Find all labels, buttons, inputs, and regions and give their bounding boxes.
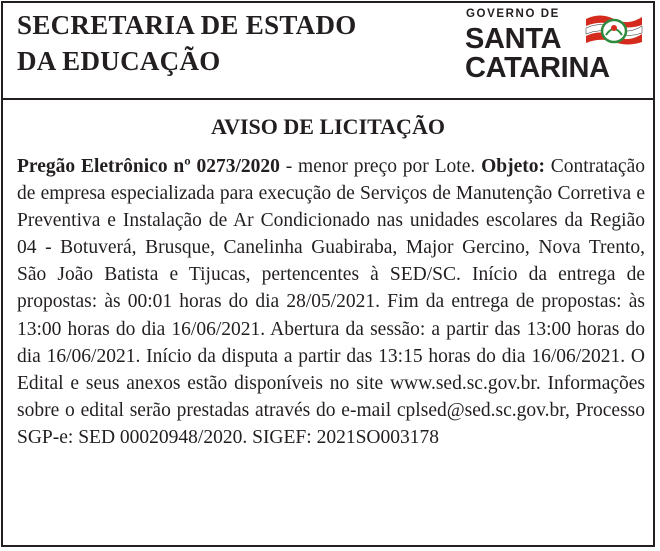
department-title	[17, 7, 357, 79]
notice-title: AVISO DE LICITAÇÃO	[211, 114, 445, 139]
flag-icon	[584, 9, 644, 53]
logo-line-2: CATARINA	[465, 52, 610, 84]
department-line-1: SECRETARIA DE ESTADO	[17, 10, 357, 40]
criterion-text: - menor preço por Lote.	[279, 156, 482, 177]
santa-catarina-logo	[464, 7, 648, 87]
notice-frame	[1, 1, 655, 547]
objeto-label: Objeto:	[481, 156, 545, 177]
logo-line-1: SANTA	[465, 23, 562, 55]
header	[3, 3, 653, 100]
logo-top-text: GOVERNO DE	[466, 8, 560, 20]
notice-body	[17, 153, 645, 451]
pregao-label: Pregão Eletrônico nº 0273/2020	[17, 156, 280, 177]
notice-text: Contratação de empresa especializada para execução de Serviços de Manutenção Corretiva e Preventiva e Instalação de Ar Condicionado nas unidades escolares da Região 04 - Botuverá, Brusque, Canelinha Guabiraba, Major Gercino, Nova Trento, São João Batista e Tijucas, pertencentes à SED/SC. Início da entrega de propostas: às 00:01 horas do dia 28/05/2021. Fim da entrega de propostas: às 13:00 horas do dia 16/06/2021. Abertura da sessão: a partir das 13:00 horas do dia 16/06/2021. Início da disputa a partir das 13:15 horas do dia 16/06/2021. O Edital e seus anexos estão disponíveis no site www.sed.sc.gov.br. Informações sobre o edital serão prestadas através do e-mail cplsed@sed.sc.gov.br, Processo SGP-e: SED 00020948/2020. SIGEF: 2021SO003178	[17, 156, 645, 448]
department-line-2: DA EDUCAÇÃO	[17, 46, 221, 76]
